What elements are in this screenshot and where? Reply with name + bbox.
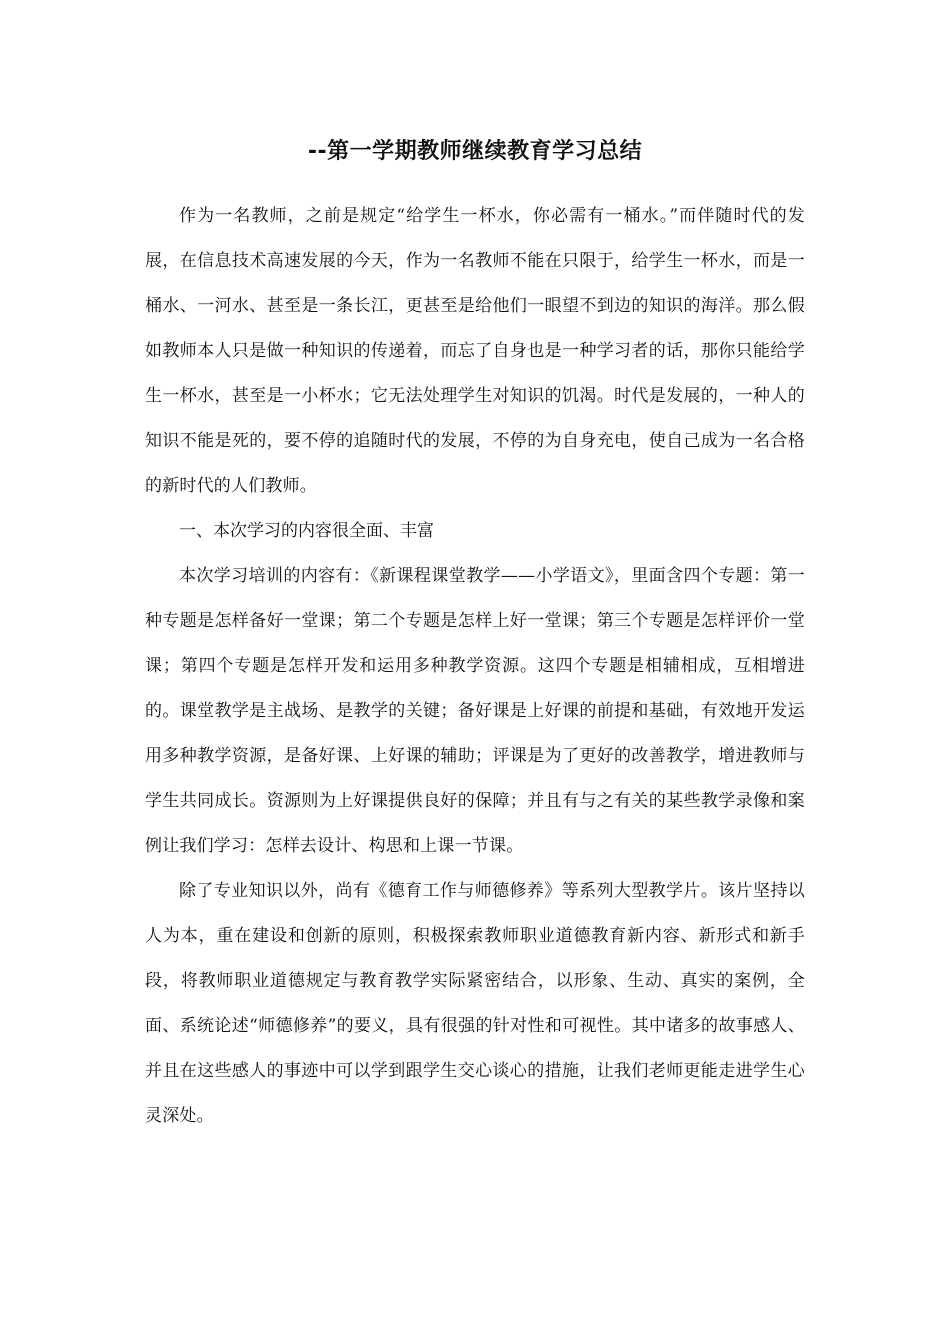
paragraph-intro: 作为一名教师，之前是规定“给学生一杯水，你必需有一桶水。”而伴随时代的发展，在信息技术高速发展的今天，作为一名教师不能在只限于，给学生一杯水，而是一桶水、一河水、甚至是一条长江，更甚至是给他们一眼望不到边的知识的海洋。那么假如教师本人只是做一种知识的传递着，而忘了自身也是一种学习者的话，那你只能给学生一杯水，甚至是一小杯水；它无法处理学生对知识的饥渴。时代是发展的，一种人的知识不能是死的，要不停的追随时代的发展，不停的为自身充电，使自己成为一名合格的新时代的人们教师。 — [145, 206, 805, 496]
document-title: --第一学期教师继续教育学习总结 — [307, 139, 643, 164]
section-heading: 一、本次学习的内容很全面、丰富 — [179, 521, 434, 541]
document-page — [145, 132, 805, 1139]
paragraph-content: 本次学习培训的内容有：《新课程课堂教学——小学语文》，里面含四个专题：第一种专题是怎样备好一堂课；第二个专题是怎样上好一堂课；第三个专题是怎样评价一堂课；第四个专题是怎样开发和运用多种教学资源。这四个专题是相辅相成，互相增进的。课堂教学是主战场、是教学的关键；备好课是上好课的前提和基础，有效地开发运用多种教学资源，是备好课、上好课的辅助；评课是为了更好的改善教学，增进教师与学生共同成长。资源则为上好课提供良好的保障；并且有与之有关的某些教学录像和案例让我们学习：怎样去设计、构思和上课一节课。 — [145, 566, 805, 856]
paragraph-moral-education: 除了专业知识以外，尚有《德育工作与师德修养》等系列大型教学片。该片坚持以人为本，重在建设和创新的原则，积极探索教师职业道德教育新内容、新形式和新手段，将教师职业道德规定与教育教学实际紧密结合，以形象、生动、真实的案例，全面、系统论述“师德修养”的要义，具有很强的针对性和可视性。其中诸多的故事感人、并且在这些感人的事迹中可以学到跟学生交心谈心的措施，让我们老师更能走进学生心灵深处。 — [145, 881, 805, 1126]
